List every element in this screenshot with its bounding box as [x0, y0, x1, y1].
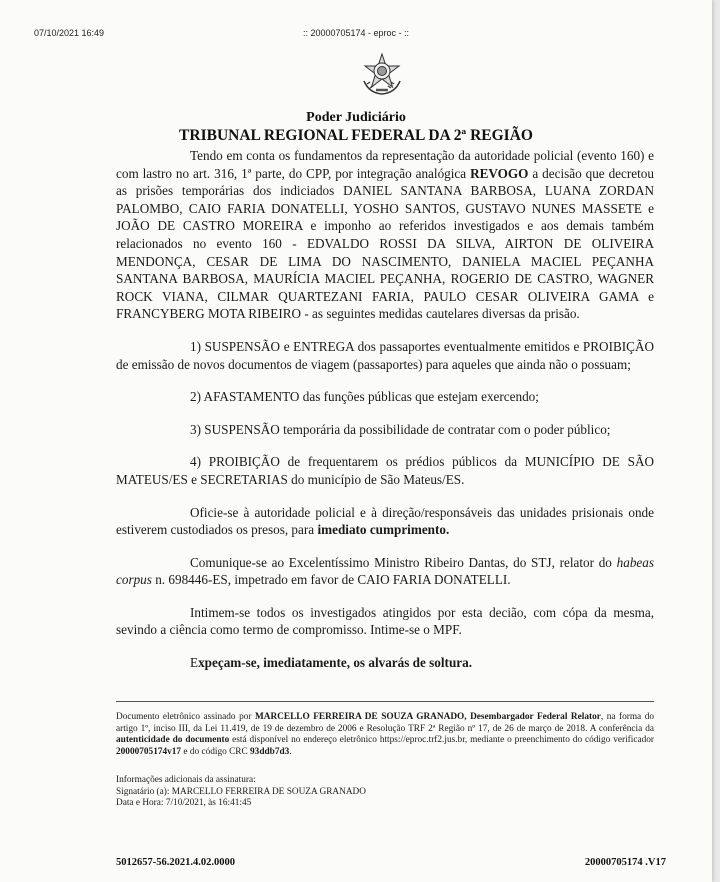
- paragraph-oficie: Oficie-se à autoridade policial e à direção/responsáveis das unidades prisionais onde estiverem custodiados os presos, para imediato cumprimento.: [116, 504, 654, 538]
- paragraph-revocation: Tendo em conta os fundamentos da representação da autoridade policial (evento 160) e com lastro no art. 316, 1ª parte, do CPP, por integração analógica REVOGO a decisão que decretou as prisões temporárias dos indiciados DANIEL SANTANA BARBOSA, LUANA ZORDAN PALOMBO, CAIO FARIA DONATELLI, YOSHO SANTOS, GUSTAVO NUNES MASSETE e JOÃO DE CASTRO MOREIRA e imponho ao referidos investigados e aos demais também relacionados no evento 160 - EDVALDO ROSSI DA SILVA, AIRTON DE OLIVEIRA MENDONÇA, CESAR DE LIMA DO NASCIMENTO, DANIELA MACIEL PEÇANHA SANTANA BARBOSA, MAURÍCIA MACIEL PEÇANHA, ROGERIO DE CASTRO, WAGNER ROCK VIANA, CILMAR QUARTEZANI FARIA, PAULO CESAR OLIVEIRA GAMA e FRANCYBERG MOTA RIBEIRO - as seguintes medidas cautelares diversas da prisão.: [116, 148, 654, 322]
- print-datetime: 07/10/2021 16:49: [34, 28, 105, 38]
- print-header-id: :: 20000705174 - eproc - ::: [302, 28, 410, 38]
- signature-signer: Signatário (a): MARCELLO FERREIRA DE SOUZA GRANADO: [116, 786, 366, 797]
- measure-removal: 2) AFASTAMENTO das funções públicas que estejam exercendo;: [190, 389, 539, 405]
- signature-info: [116, 775, 654, 810]
- signature-info-title: Informações adicionais da assinatura:: [116, 775, 256, 785]
- process-number: 5012657-56.2021.4.02.0000: [116, 857, 235, 868]
- heading-judiciary: Poder Judiciário: [306, 110, 406, 125]
- paragraph-intimem: Intimem-se todos os investigados atingidos por esta decião, com cópa da mesma, sevindo a ciência como termo de compromisso. Intime-se o MPF.: [116, 604, 654, 638]
- signature-datetime: Data e Hora: 7/10/2021, às 16:41:45: [116, 798, 252, 809]
- document-code: 20000705174 .V17: [584, 857, 666, 868]
- measure-passport: 1) SUSPENSÃO e ENTREGA dos passaportes eventualmente emitidos e PROIBIÇÃO de emissão de novos documentos de viagem (passaportes) para aqueles que ainda não o possuam;: [116, 338, 654, 372]
- signature-notice: Documento eletrônico assinado por MARCELLO FERREIRA DE SOUZA GRANADO, Desembargador Federal Relator, na forma do artigo 1º, inciso III, da Lei 11.419, de 19 de dezembro de 2006 e Resolução TRF 2ª Região nº 17, de 26 de março de 2018. A conferência da autenticidade do documento está disponível no endereço eletrônico https://eproc.trf2.jus.br, mediante o preenchimento do código verificador 20000705174v17 e do código CRC 93ddb7d3.: [116, 712, 654, 757]
- paragraph-comunique: Comunique-se ao Excelentíssimo Ministro Ribeiro Dantas, do STJ, relator do habeas corpus n. 698446-ES, impetrado em favor de CAIO FARIA DONATELLI.: [116, 554, 654, 588]
- coat-of-arms-icon: [359, 51, 405, 97]
- footer-divider: [116, 701, 654, 702]
- decision-body: [116, 147, 654, 672]
- measure-building-ban: 4) PROIBIÇÃO de frequentarem os prédios públicos da MUNICÍPIO DE SÃO MATEUS/ES e SECRETARIAS do município de São Mateus/ES.: [116, 454, 654, 487]
- measure-contract-suspension: 3) SUSPENSÃO temporária da possibilidade de contratar com o poder público;: [190, 421, 611, 437]
- heading-court: TRIBUNAL REGIONAL FEDERAL DA 2ª REGIÃO: [179, 127, 533, 144]
- paragraph-alvaras: Expeçam-se, imediatamente, os alvarás de soltura.: [190, 655, 473, 671]
